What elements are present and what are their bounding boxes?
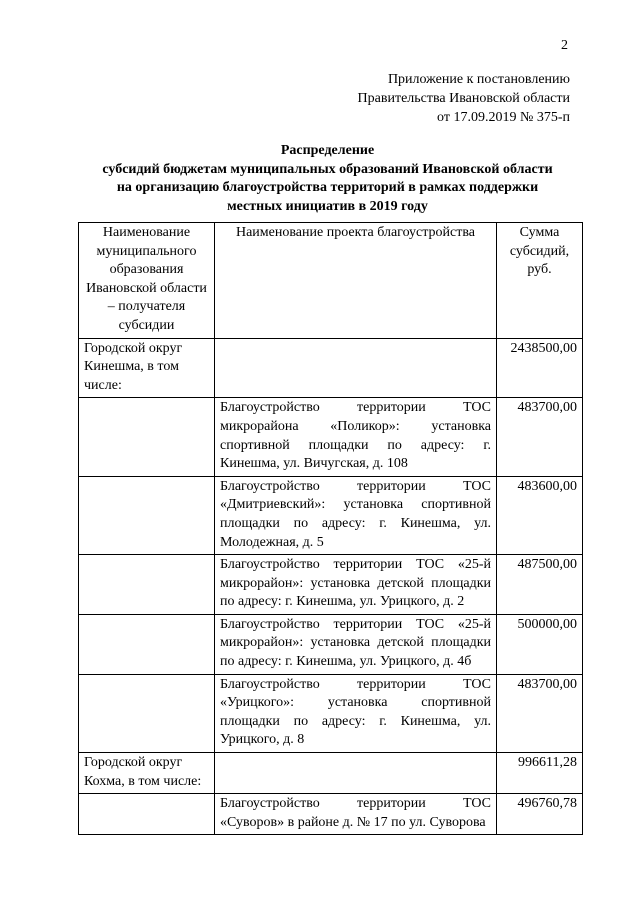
amount-cell: 483600,00 xyxy=(497,476,583,554)
table-row xyxy=(79,555,583,615)
project-cell: Благоустройство территории ТОС микрорайона «Поликор»: установка спортивной площадки по адресу: г. Кинешма, ул. Вичугская, д. 108 xyxy=(215,398,497,476)
header-amount: Сумма субсидий, руб. xyxy=(497,223,583,339)
title-line-1: Распределение xyxy=(280,143,375,158)
amount-cell: 483700,00 xyxy=(497,398,583,476)
table-row xyxy=(79,674,583,752)
municipality-cell xyxy=(79,674,215,752)
header-project: Наименование проекта благоустройства xyxy=(215,223,497,339)
municipality-cell xyxy=(79,555,215,615)
amount-cell: 496760,78 xyxy=(497,794,583,835)
header-municipality: Наименование муниципального образования Ивановской области – получателя субсидии xyxy=(79,223,215,339)
amount-cell: 2438500,00 xyxy=(497,338,583,398)
project-cell: Благоустройство территории ТОС «Суворов» в районе д. № 17 по ул. Суворова xyxy=(215,794,497,835)
title-line-2: субсидий бюджетам муниципальных образований Ивановской области xyxy=(102,161,553,177)
municipality-cell xyxy=(79,398,215,476)
table-row xyxy=(79,398,583,476)
municipality-cell xyxy=(79,614,215,674)
project-cell xyxy=(215,753,497,794)
table-row xyxy=(79,614,583,674)
project-cell: Благоустройство территории ТОС «25-й микрорайон»: установка детской площадки по адресу: г. Кинешма, ул. Урицкого, д. 2 xyxy=(215,555,497,615)
header-line-appendix: Приложение к постановлению xyxy=(387,72,570,87)
municipality-cell: Городской округ Кохма, в том числе: xyxy=(79,753,215,794)
table-row xyxy=(79,476,583,554)
project-cell: Благоустройство территории ТОС «Дмитриевский»: установка спортивной площадки по адресу: г. Кинешма, ул. Молодежная, д. 5 xyxy=(215,476,497,554)
document-title xyxy=(60,142,595,216)
amount-cell: 487500,00 xyxy=(497,555,583,615)
table-header-row xyxy=(79,223,583,339)
page-number: 2 xyxy=(561,38,568,53)
title-line-4: местных инициатив в 2019 году xyxy=(227,198,428,214)
municipality-cell xyxy=(79,476,215,554)
municipality-cell: Городской округ Кинешма, в том числе: xyxy=(79,338,215,398)
amount-cell: 500000,00 xyxy=(497,614,583,674)
distribution-table xyxy=(78,222,583,835)
amount-cell: 483700,00 xyxy=(497,674,583,752)
project-cell xyxy=(215,338,497,398)
table-row xyxy=(79,753,583,794)
document-header xyxy=(358,70,570,127)
title-line-3: на организацию благоустройства территорий в рамках поддержки xyxy=(116,180,539,195)
project-cell: Благоустройство территории ТОС «25-й микрорайон»: установка детской площадки по адресу: г. Кинешма, ул. Урицкого, д. 4б xyxy=(215,614,497,674)
table-row xyxy=(79,794,583,835)
header-line-date: от 17.09.2019 № 375-п xyxy=(437,110,570,125)
header-line-government: Правительства Ивановской области xyxy=(357,91,570,106)
project-cell: Благоустройство территории ТОС «Урицкого»: установка спортивной площадки по адресу: г. Кинешма, ул. Урицкого, д. 8 xyxy=(215,674,497,752)
amount-cell: 996611,28 xyxy=(497,753,583,794)
table-row xyxy=(79,338,583,398)
municipality-cell xyxy=(79,794,215,835)
